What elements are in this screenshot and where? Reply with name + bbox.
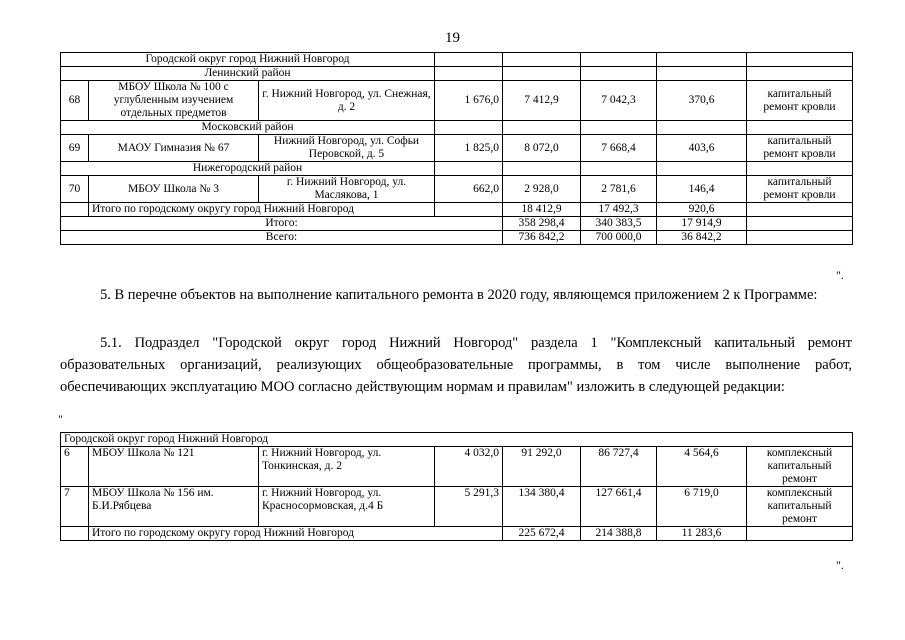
paragraph-5: 5. В перечне объектов на выполнение капитального ремонта в 2020 году, являющемся приложением 2 к Программе: [100, 287, 818, 303]
itogo-row: Итого: 358 298,4 340 383,5 17 914,9 [61, 217, 853, 231]
subtotal-row: Итого по городскому округу город Нижний Новгород 18 412,9 17 492,3 920,6 [61, 203, 853, 217]
vsego-row: Всего: 736 842,2 700 000,0 36 842,2 [61, 231, 853, 245]
table-row: 68 МБОУ Школа № 100 с углубленным изучением отдельных предметов г. Нижний Новгород, ул. Снежная, д. 2 1 676,0 7 412,9 7 042,3 370,6 капитальный ремонт кровли [61, 81, 853, 121]
table-objects-2019 [60, 52, 853, 245]
opening-quote: " [58, 412, 63, 426]
closing-quote: ". [836, 558, 844, 572]
paragraph-5-1: 5.1. Подраздел "Городской округ город Нижний Новгород" раздела 1 "Комплексный капитальный ремонт образовательных организаций, реализующих общеобразовательные программы, в том числе выполнение работ, обеспечивающих эксплуатацию МОО согласно действующим нормам и правилам" изложить в следующей редакции: [60, 335, 852, 395]
table-objects-2020 [60, 432, 853, 541]
subtotal-row: Итого по городскому округу город Нижний Новгород 225 672,4 214 388,8 11 283,6 [61, 527, 853, 541]
district-header: Нижегородский район [61, 162, 435, 176]
section-header: Городской округ город Нижний Новгород [61, 433, 853, 447]
district-header: Ленинский район [61, 67, 435, 81]
table-row: 69 МАОУ Гимназия № 67 Нижний Новгород, ул. Софьи Перовской, д. 5 1 825,0 8 072,0 7 668,4 403,6 капитальный ремонт кровли [61, 135, 853, 162]
table-row: 6 МБОУ Школа № 121 г. Нижний Новгород, ул. Тонкинская, д. 2 4 032,0 91 292,0 86 727,4 4 564,6 комплексный капитальный ремонт [61, 447, 853, 487]
district-header: Московский район [61, 121, 435, 135]
section-header: Городской округ город Нижний Новгород [61, 53, 435, 67]
table-row: 7 МБОУ Школа № 156 им. Б.И.Рябцева г. Нижний Новгород, ул. Красносормовская, д.4 Б 5 291,3 134 380,4 127 661,4 6 719,0 комплексный капитальный ремонт [61, 487, 853, 527]
closing-quote: ". [836, 268, 844, 282]
page-number: 19 [445, 30, 460, 46]
table-row: 70 МБОУ Школа № 3 г. Нижний Новгород, ул. Маслякова, 1 662,0 2 928,0 2 781,6 146,4 капитальный ремонт кровли [61, 176, 853, 203]
